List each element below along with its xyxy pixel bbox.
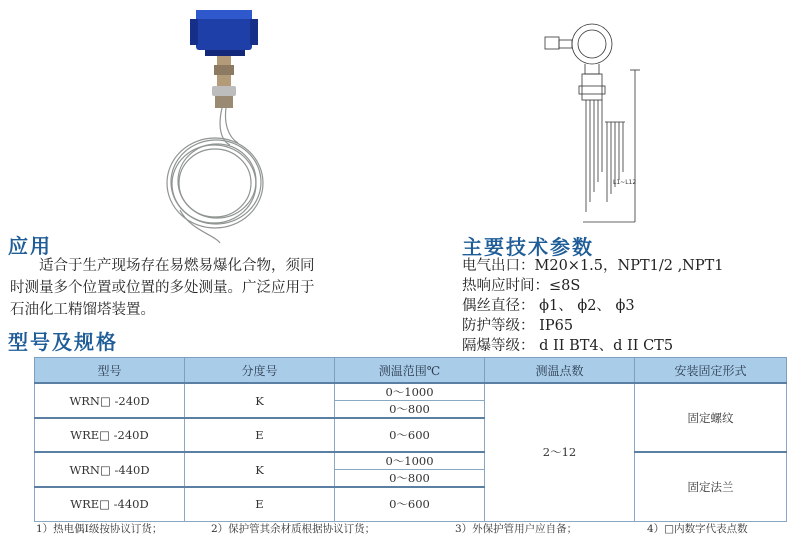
header-mount: 安装固定形式 [635, 358, 787, 384]
cell-graduation: K [185, 452, 335, 487]
application-heading: 应用 [8, 234, 52, 258]
cell-range: 0～800 [335, 401, 485, 419]
header-points: 测温点数 [485, 358, 635, 384]
application-line-3: 石油化工精馏塔装置。 [10, 302, 155, 318]
model-spec-heading: 型号及规格 [8, 330, 118, 354]
application-text [10, 255, 390, 321]
cell-graduation: E [185, 418, 335, 452]
spec-protection: 防护等级： IP65 [462, 318, 574, 334]
application-line-1: 适合于生产现场存在易燃易爆化合物，须同 [39, 258, 315, 274]
cell-points: 2～12 [485, 383, 635, 521]
footnote-3: 3）外保护管用户应自备； [455, 523, 578, 535]
model-table [34, 357, 787, 522]
table-header-row [35, 358, 787, 384]
dimension-label: L1~L12 [613, 179, 637, 186]
cell-range: 0～600 [335, 418, 485, 452]
cell-mount-thread: 固定螺纹 [635, 383, 787, 452]
header-range: 测温范围℃ [335, 358, 485, 384]
table-row [35, 383, 787, 401]
cell-model: WRE□ -240D [35, 418, 185, 452]
cell-graduation: K [185, 383, 335, 418]
cell-mount-flange: 固定法兰 [635, 452, 787, 521]
header-model: 型号 [35, 358, 185, 384]
cell-model: WRN□ -440D [35, 452, 185, 487]
application-line-2: 时测量多个位置或位置的多处测量。广泛应用于 [10, 280, 315, 296]
header-graduation: 分度号 [185, 358, 335, 384]
spec-electrical-outlet: 电气出口：M20×1.5，NPT1/2 ,NPT1 [462, 258, 724, 274]
specs-heading: 主要技术参数 [462, 235, 594, 259]
spec-response-time: 热响应时间：≤8S [462, 278, 581, 294]
cell-model: WRE□ -440D [35, 487, 185, 521]
dimension-diagram [535, 22, 650, 234]
product-photo [160, 5, 310, 250]
cell-range: 0～600 [335, 487, 485, 521]
footnote-4: 4）□内数字代表点数 [647, 523, 748, 535]
cell-model: WRN□ -240D [35, 383, 185, 418]
spec-wire-diameter: 偶丝直径： ϕ1、 ϕ2、 ϕ3 [462, 298, 635, 314]
cell-range: 0～800 [335, 470, 485, 488]
table-row [35, 452, 787, 470]
cell-graduation: E [185, 487, 335, 521]
specs-list [462, 256, 724, 356]
footnote-2: 2）保护管其余材质根据协议订货； [211, 523, 376, 535]
cell-range: 0～1000 [335, 452, 485, 470]
footnote-1: 1）热电偶I级按协议订货； [36, 523, 163, 535]
cell-range: 0～1000 [335, 383, 485, 401]
spec-explosion-proof: 隔爆等级： d II BT4、d II CT5 [462, 338, 674, 354]
